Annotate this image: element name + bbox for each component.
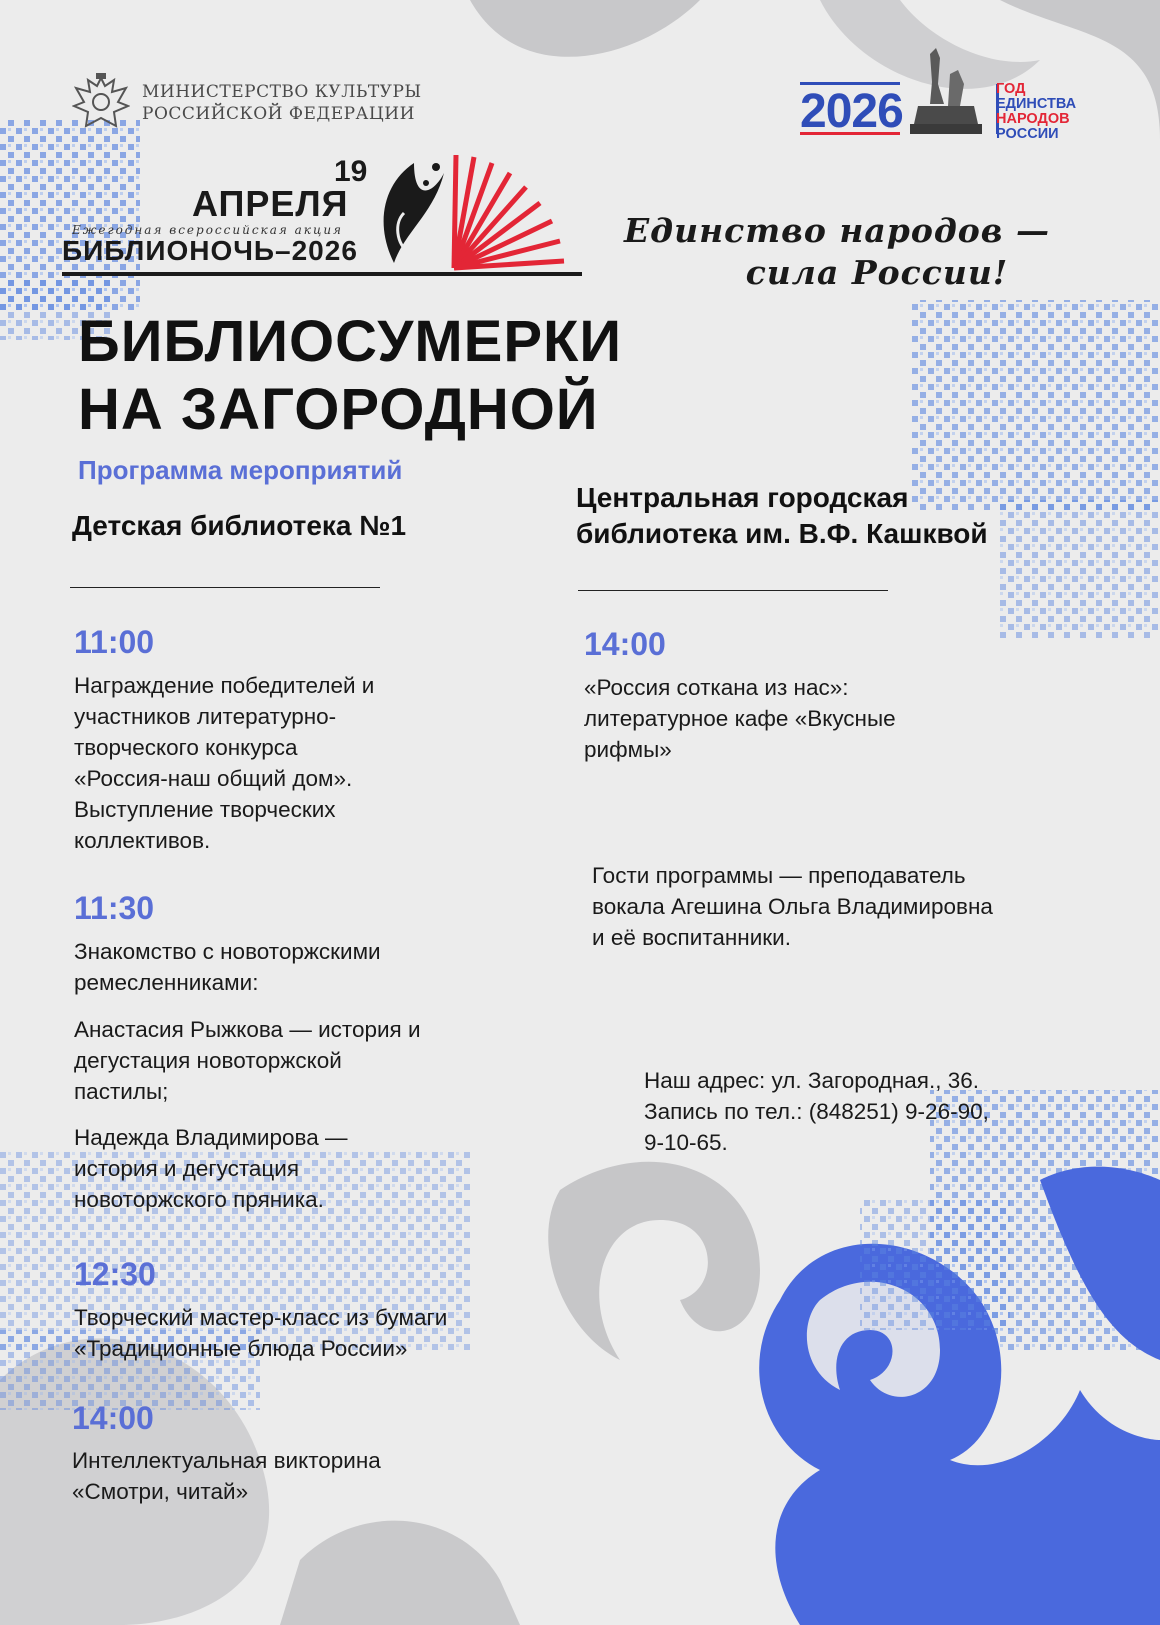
contact-info <box>644 1065 989 1158</box>
event-line: дегустация новоторжской <box>74 1048 342 1073</box>
eagle-emblem-icon <box>72 72 130 134</box>
event-time: 14:00 <box>72 1400 154 1436</box>
event-line: участников литературно- <box>74 704 337 729</box>
program-label: Программа мероприятий <box>78 455 403 485</box>
ministry-logo <box>72 72 422 134</box>
event-day: 19 <box>334 155 368 188</box>
event-month: АПРЕЛЯ <box>192 183 349 224</box>
right-library-line1: Центральная городская <box>576 482 909 513</box>
biblionoch-logo <box>62 153 592 283</box>
event-line: Надежда Владимирова — <box>74 1125 348 1150</box>
right-library-line2: библиотека им. В.Ф. Кашквой <box>576 518 988 549</box>
event-line: Знакомство с новоторжскими <box>74 939 381 964</box>
event-description <box>74 1122 347 1215</box>
event-description <box>72 1445 381 1507</box>
event-line: «Смотри, читай» <box>72 1479 249 1504</box>
guests-line: и её воспитанники. <box>592 925 791 950</box>
event-time: 11:30 <box>74 890 155 926</box>
guests-line: Гости программы — преподаватель <box>592 863 966 888</box>
event-line: новоторжского пряника. <box>74 1187 324 1212</box>
page-title <box>78 308 622 444</box>
event-name: БИБЛИОНОЧЬ–2026 <box>62 235 358 266</box>
ministry-name-line1: МИНИСТЕРСТВО КУЛЬТУРЫ <box>142 82 422 102</box>
event-description <box>74 1302 447 1364</box>
slogan <box>612 210 1062 294</box>
event-line: «Россия соткана из нас»: <box>584 675 849 700</box>
event-time: 11:00 <box>74 624 155 660</box>
event-description <box>74 1014 421 1107</box>
event-line: Интеллектуальная викторина <box>72 1448 381 1473</box>
event-time: 14:00 <box>584 626 666 662</box>
logo-underline <box>62 272 582 276</box>
title-line2: НА ЗАГОРОДНОЙ <box>78 377 599 442</box>
year-caption-line3: НАРОДОВ <box>996 111 1070 127</box>
year-caption <box>996 82 1076 142</box>
year-number: 2026 <box>800 85 903 138</box>
phone-line: 9-10-65. <box>644 1130 728 1155</box>
address-line: Наш адрес: ул. Загородная., 36. <box>644 1068 980 1093</box>
slogan-line1: Единство народов — <box>624 211 1050 250</box>
event-line: пастилы; <box>74 1079 169 1104</box>
event-line: Творческий мастер-класс из бумаги <box>74 1305 448 1330</box>
left-library-name: Детская библиотека №1 <box>72 510 407 541</box>
year-caption-line4: РОССИИ <box>996 126 1059 142</box>
event-line: литературное кафе «Вкусные <box>584 706 896 731</box>
book-fan-icon <box>374 153 574 271</box>
event-description <box>74 936 381 998</box>
event-line: Выступление творческих <box>74 797 336 822</box>
event-description <box>74 670 374 856</box>
slogan-line2: сила России! <box>745 253 1009 292</box>
event-line: ремесленниками: <box>74 970 259 995</box>
event-time: 12:30 <box>74 1256 156 1292</box>
event-line: «Россия-наш общий дом». <box>74 766 353 791</box>
event-description <box>584 672 896 765</box>
right-library-name <box>576 480 988 552</box>
phone-line: Запись по тел.: (848251) 9-26-90, <box>644 1099 989 1124</box>
event-line: Анастасия Рыжкова — история и <box>74 1017 421 1042</box>
title-line1: БИБЛИОСУМЕРКИ <box>78 309 623 374</box>
event-line: история и дегустация <box>74 1156 300 1181</box>
event-line: творческого конкурса <box>74 735 298 760</box>
guests-line: вокала Агешина Ольга Владимировна <box>592 894 993 919</box>
ministry-name-line2: РОССИЙСКОЙ ФЕДЕРАЦИИ <box>142 104 415 124</box>
event-line: рифмы» <box>584 737 672 762</box>
left-divider <box>70 587 380 588</box>
year-caption-line2: ЕДИНСТВА <box>996 96 1077 112</box>
right-divider <box>578 590 888 591</box>
year-of-unity-logo <box>800 44 1100 144</box>
event-line: коллективов. <box>74 828 211 853</box>
event-line: «Традиционные блюда России» <box>74 1336 408 1361</box>
event-line: Награждение победителей и <box>74 673 375 698</box>
year-caption-line1: ГОД <box>996 81 1026 97</box>
guests-info <box>592 860 993 953</box>
event-subtitle: Ежегодная всероссийская акция <box>72 223 343 237</box>
